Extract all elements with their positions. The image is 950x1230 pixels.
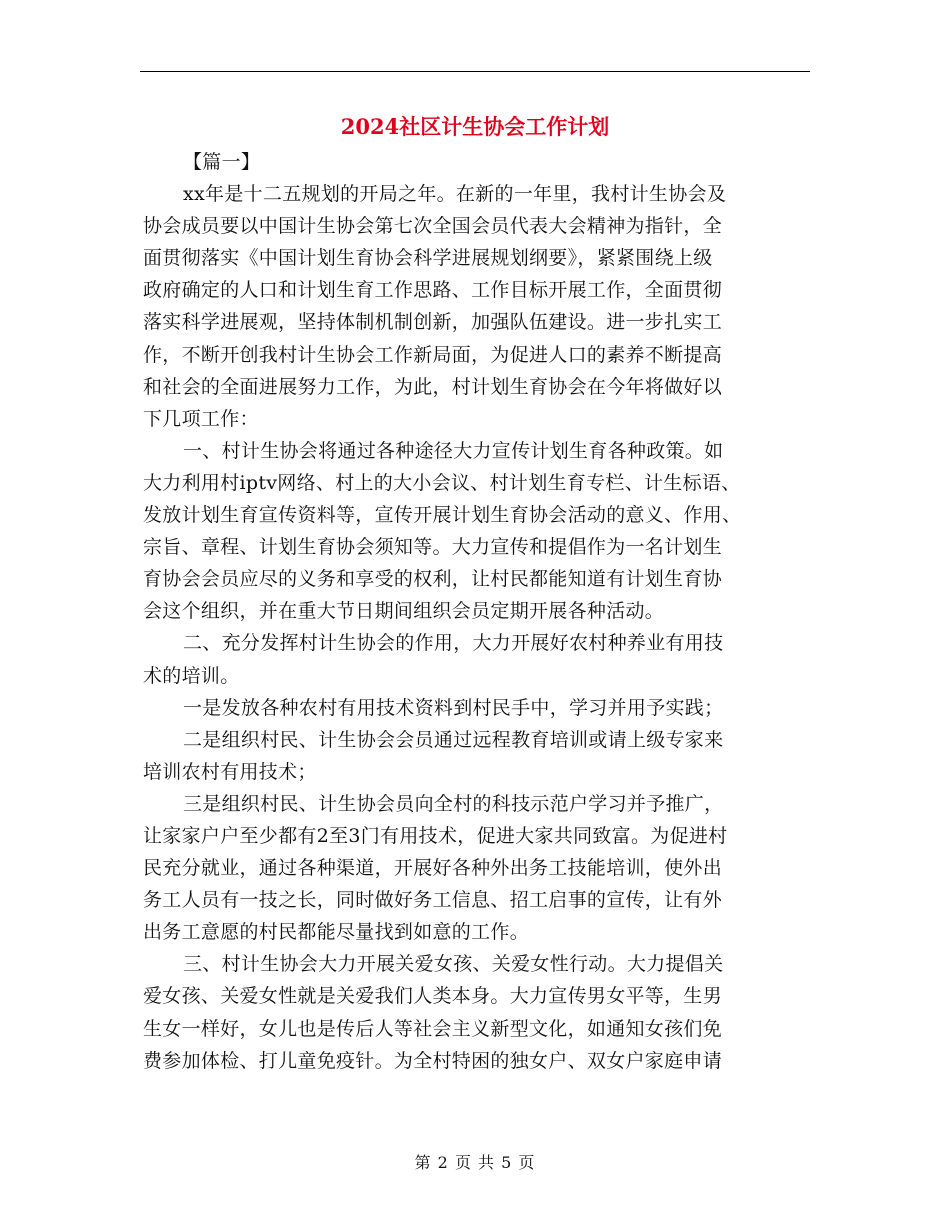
body-line: 三、村计生协会大力开展关爱女孩、关爱女性行动。大力提倡关 xyxy=(183,953,724,976)
body-line: 术的培训。 xyxy=(143,664,240,687)
body-line: 生女一样好，女儿也是传后人等社会主义新型文化，如通知女孩们免 xyxy=(143,1017,723,1040)
body-line: 民充分就业，通过各种渠道，开展好各种外出务工技能培训，使外出 xyxy=(143,857,723,880)
body-line: 二是组织村民、计生协会会员通过远程教育培训或请上级专家来 xyxy=(183,728,724,751)
body-line: 一、村计生协会将通过各种途径大力宣传计划生育各种政策。如 xyxy=(183,439,724,462)
body-line: 一是发放各种农村有用技术资料到村民手中，学习并用予实践； xyxy=(183,696,724,719)
body-line: 出务工意愿的村民都能尽量找到如意的工作。 xyxy=(143,921,530,944)
body-line: 发放计划生育宣传资料等，宣传开展计划生育协会活动的意义、作用、 xyxy=(143,504,742,527)
header-rule xyxy=(140,71,810,72)
body-line: 政府确定的人口和计划生育工作思路、工作目标开展工作，全面贯彻 xyxy=(143,279,723,302)
body-line: 二、充分发挥村计生协会的作用，大力开展好农村种养业有用技 xyxy=(183,632,724,655)
body-line: 爱女孩、关爱女性就是关爱我们人类本身。大力宣传男女平等，生男 xyxy=(143,985,723,1008)
body-line: 育协会会员应尽的义务和享受的权利，让村民都能知道有计划生育协 xyxy=(143,568,723,591)
body-line: 三是组织村民、计生协会员向全村的科技示范户学习并予推广， xyxy=(183,792,724,815)
body-line: 下几项工作： xyxy=(143,407,259,430)
body-line: 费参加体检、打儿童免疫针。为全村特困的独女户、双女户家庭申请 xyxy=(143,1049,723,1072)
body-line: 面贯彻落实《中国计划生育协会科学进展规划纲要》，紧紧围绕上级 xyxy=(143,247,713,270)
document-body xyxy=(143,146,813,1077)
body-line: xx年是十二五规划的开局之年。在新的一年里，我村计生协会及 xyxy=(183,183,727,206)
body-line: 落实科学进展观，坚持体制机制创新，加强队伍建设。进一步扎实工 xyxy=(143,311,723,334)
body-line: 培训农村有用技术； xyxy=(143,760,317,783)
body-line: 宗旨、章程、计划生育协会须知等。大力宣传和提倡作为一名计划生 xyxy=(143,536,723,559)
body-line: 会这个组织，并在重大节日期间组织会员定期开展各种活动。 xyxy=(143,600,665,623)
body-line: 作，不断开创我村计生协会工作新局面，为促进人口的素养不断提高 xyxy=(143,343,723,366)
document-title: 2024社区计生协会工作计划 xyxy=(340,114,610,139)
body-line: 协会成员要以中国计生协会第七次全国会员代表大会精神为指针，全 xyxy=(143,215,723,238)
body-line: 务工人员有一技之长，同时做好务工信息、招工启事的宣传，让有外 xyxy=(143,889,723,912)
body-line: 大力利用村iptv网络、村上的大小会议、村计划生育专栏、计生标语、 xyxy=(143,471,741,494)
page-number: 第 2 页 共 5 页 xyxy=(414,1153,536,1172)
body-line: 让家家户户至少都有2至3门有用技术，促进大家共同致富。为促进村 xyxy=(143,824,728,847)
body-line: 和社会的全面进展努力工作，为此，村计划生育协会在今年将做好以 xyxy=(143,375,723,398)
section-heading: 【篇一】 xyxy=(183,151,261,173)
